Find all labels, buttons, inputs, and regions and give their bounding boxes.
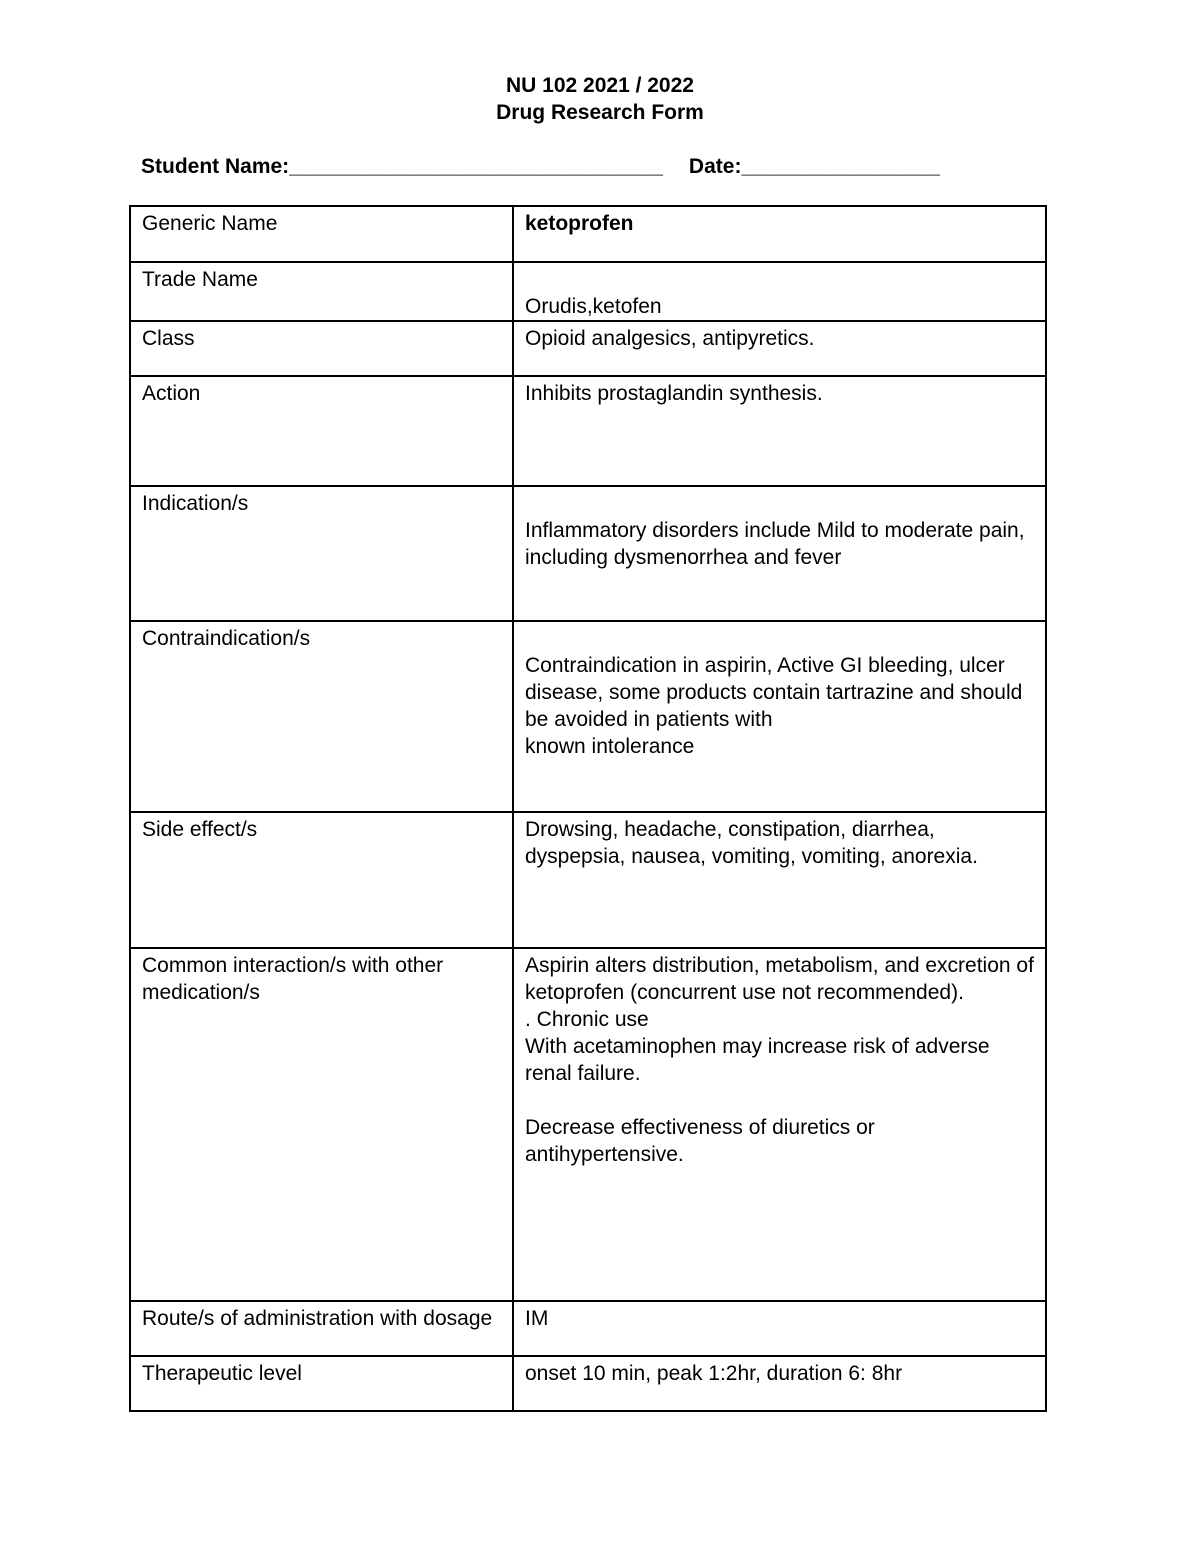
contraindications-cell [513, 621, 1046, 812]
side-effects-label: Side effect/s [130, 812, 513, 948]
drug-research-table [129, 205, 1047, 1412]
table-row-class [130, 321, 1046, 376]
therapeutic-level-value: onset 10 min, peak 1:2hr, duration 6: 8hr [513, 1356, 1046, 1411]
interactions-label: Common interaction/s with other medication/s [130, 948, 513, 1301]
table-row-generic-name [130, 206, 1046, 262]
table-row-contraindications [130, 621, 1046, 812]
generic-name-value: ketoprofen [513, 206, 1046, 262]
trade-name-cell [513, 262, 1046, 321]
class-value: Opioid analgesics, antipyretics. [513, 321, 1046, 376]
student-name-blank: ________________________________ [289, 155, 663, 178]
indications-cell [513, 486, 1046, 621]
indications-label: Indication/s [130, 486, 513, 621]
route-label: Route/s of administration with dosage [130, 1301, 513, 1356]
trade-name-value: Orudis,ketofen [525, 295, 662, 318]
date-blank: _________________ [741, 155, 940, 178]
table-row-side-effects [130, 812, 1046, 948]
form-title: Drug Research Form [496, 101, 704, 124]
action-value: Inhibits prostaglandin synthesis. [513, 376, 1046, 486]
table-row-trade-name [130, 262, 1046, 321]
contraindications-label: Contraindication/s [130, 621, 513, 812]
trade-name-label: Trade Name [130, 262, 513, 321]
student-name-label: Student Name: [141, 155, 290, 178]
table-row-interactions [130, 948, 1046, 1301]
action-label: Action [130, 376, 513, 486]
side-effects-value: Drowsing, headache, constipation, diarrhea, dyspepsia, nausea, vomiting, vomiting, anorexia. [513, 812, 1046, 948]
table-row-action [130, 376, 1046, 486]
generic-name-label: Generic Name [130, 206, 513, 262]
therapeutic-level-label: Therapeutic level [130, 1356, 513, 1411]
date-label: Date: [688, 155, 742, 178]
contraindications-value: Contraindication in aspirin, Active GI bleeding, ulcer disease, some products contain tartrazine and should be avoided in patients with known intolerance [525, 654, 1023, 758]
route-value: IM [513, 1301, 1046, 1356]
table-row-therapeutic-level [130, 1356, 1046, 1411]
student-info-line [141, 154, 940, 180]
class-label: Class [130, 321, 513, 376]
table-row-indications [130, 486, 1046, 621]
interactions-value: Aspirin alters distribution, metabolism, and excretion of ketoprofen (concurrent use not recommended). . Chronic use With acetaminophen may increase risk of adverse renal failure. Decrease effectiveness of diuretics or antihypertensive. [513, 948, 1046, 1301]
indications-value: Inflammatory disorders include Mild to moderate pain, including dysmenorrhea and fever [525, 519, 1025, 569]
table-row-route [130, 1301, 1046, 1356]
course-title: NU 102 2021 / 2022 [506, 74, 694, 97]
form-header [0, 72, 1200, 126]
